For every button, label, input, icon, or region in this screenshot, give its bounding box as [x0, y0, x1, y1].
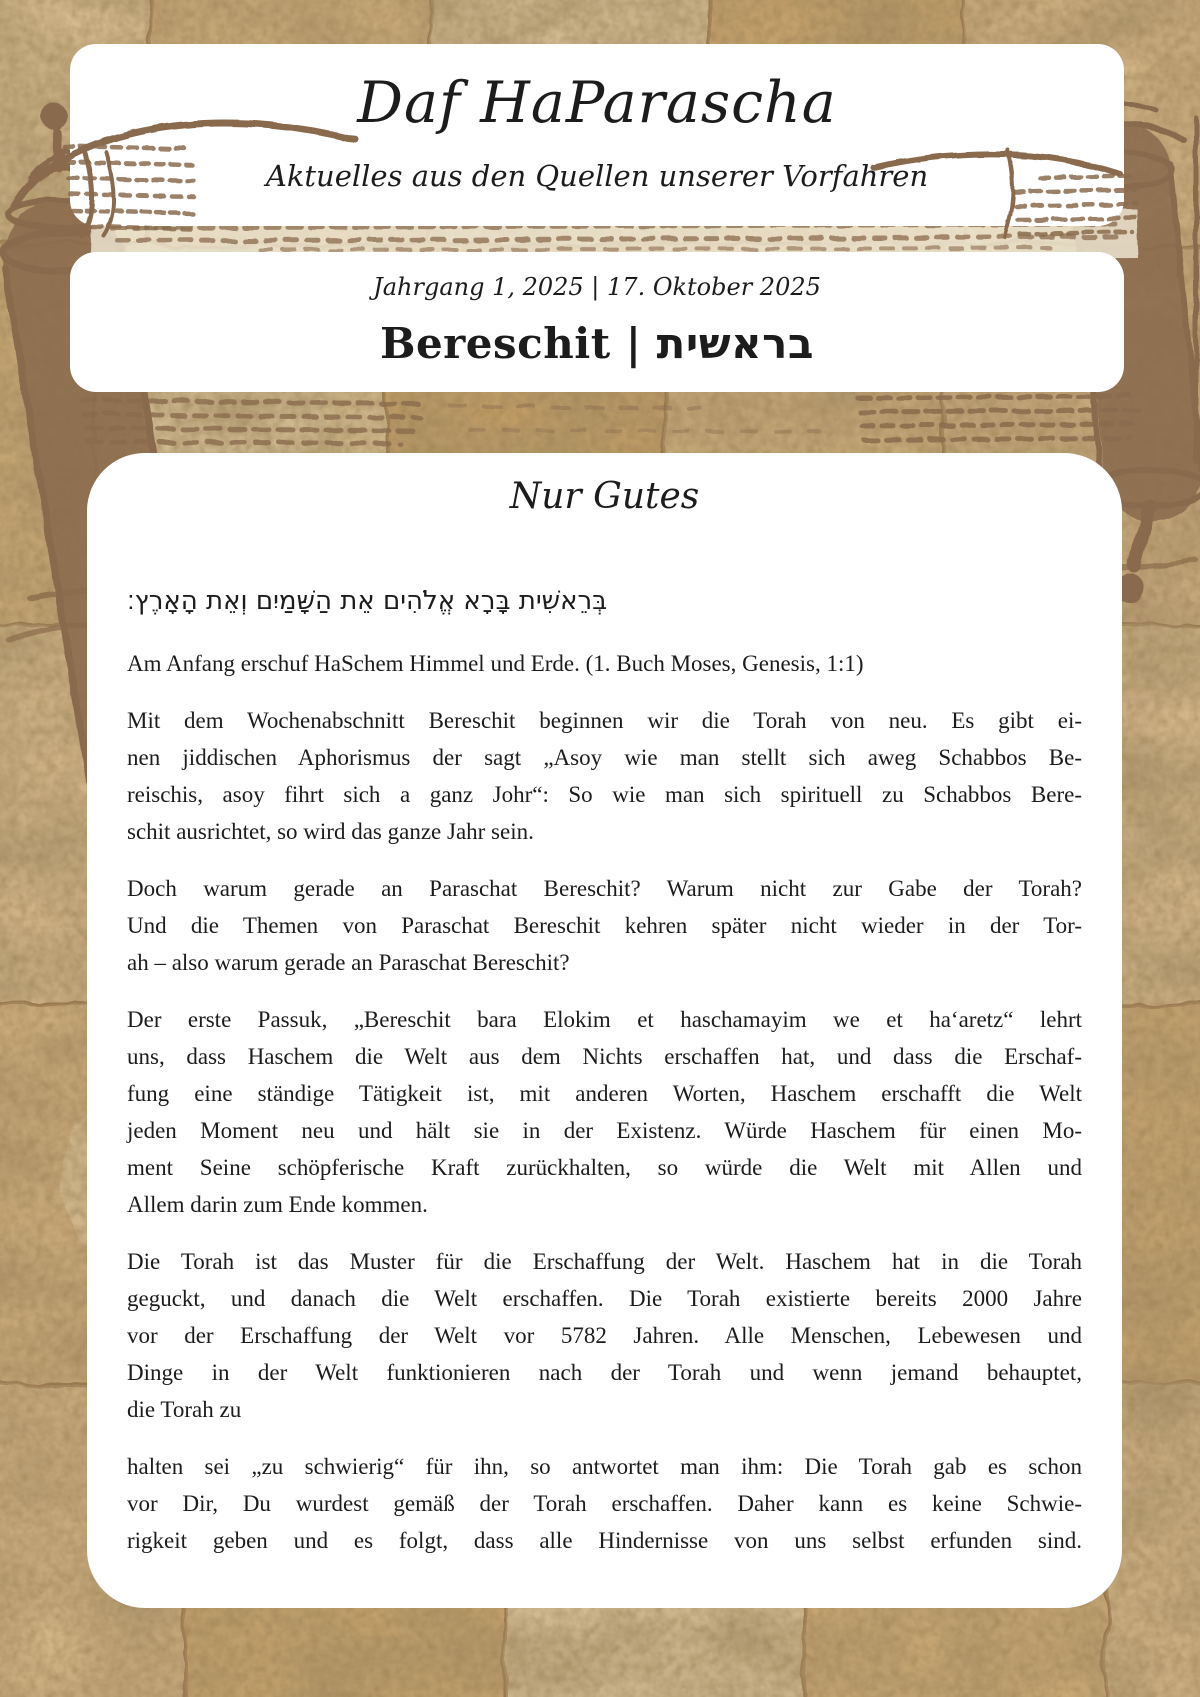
paragraph: [127, 1448, 1082, 1559]
verse-translation: Am Anfang erschuf HaSchem Himmel und Erde. (1. Buch Moses, Genesis, 1:1): [127, 651, 864, 676]
text-line: halten sei „zu schwierig“ für ihn, so antwortet man ihm: Die Torah gab es schon: [127, 1454, 1082, 1479]
newsletter-title: Daf HaParascha: [357, 70, 837, 136]
text-line: nen jiddischen Aphorismus der sagt „Asoy wie man stellt sich aweg Schabbos Be-: [127, 745, 1082, 770]
text-line: geguckt, und danach die Welt erschaffen. Die Torah existierte bereits 2000 Jahre: [127, 1286, 1082, 1311]
text-line: Und die Themen von Paraschat Bereschit kehren später nicht wieder in der Tor-: [127, 913, 1082, 938]
text-line: reischis, asoy fihrt sich a ganz Johr“: So wie man sich spirituell zu Schabbos Bere-: [127, 782, 1082, 807]
text-line: fung eine ständige Tätigkeit ist, mit anderen Worten, Haschem erschafft die Welt: [127, 1081, 1082, 1106]
text-line: Allem darin zum Ende kommen.: [127, 1192, 428, 1217]
paragraph: [127, 870, 1082, 981]
text-line: Die Torah ist das Muster für die Erschaffung der Welt. Haschem hat in die Torah: [127, 1249, 1082, 1274]
text-line: vor Dir, Du wurdest gemäß der Torah erschaffen. Daher kann es keine Schwie-: [127, 1491, 1082, 1516]
text-line: ah – also warum gerade an Paraschat Bereschit?: [127, 950, 570, 975]
parascha-title: Bereschit | בראשית: [379, 319, 815, 368]
paragraph: [127, 1243, 1082, 1428]
text-line: Dinge in der Welt funktionieren nach der Torah und wenn jemand behauptet,: [127, 1360, 1082, 1385]
article-card: [87, 453, 1122, 1608]
issue-card: [70, 252, 1124, 392]
text-line: Mit dem Wochenabschnitt Bereschit beginnen wir die Torah von neu. Es gibt ei-: [127, 708, 1082, 733]
text-line: schit ausrichtet, so wird das ganze Jahr sein.: [127, 819, 534, 844]
text-line: rigkeit geben und es folgt, dass alle Hindernisse von uns selbst erfunden sind.: [127, 1528, 1082, 1553]
text-line: vor der Erschaffung der Welt vor 5782 Jahren. Alle Menschen, Lebewesen und: [127, 1323, 1082, 1348]
text-line: jeden Moment neu und hält sie in der Existenz. Würde Haschem für einen Mo-: [127, 1118, 1082, 1143]
text-line: Doch warum gerade an Paraschat Bereschit? Warum nicht zur Gabe der Torah?: [127, 876, 1082, 901]
text-line: Der erste Passuk, „Bereschit bara Elokim et haschamayim we et ha‘aretz“ lehrt: [127, 1007, 1082, 1032]
newsletter-subtitle: Aktuelles aus den Quellen unserer Vorfahren: [265, 159, 929, 193]
article-heading: Nur Gutes: [509, 476, 700, 517]
text-line: uns, dass Haschem die Welt aus dem Nichts erschaffen hat, und dass die Erschaf-: [127, 1044, 1082, 1069]
text-line: ment Seine schöpferische Kraft zurückhalten, so würde die Welt mit Allen und: [127, 1155, 1082, 1180]
paragraph: [127, 702, 1082, 850]
issue-dateline: Jahrgang 1, 2025 | 17. Oktober 2025: [373, 273, 821, 301]
text-line: die Torah zu: [127, 1397, 242, 1422]
hebrew-verse: בְּרֵאשִׁית בָּרָא אֱלֹהִים אֵת הַשָּׁמַיִם וְאֵת הָאָרֶץ׃: [127, 586, 608, 616]
paragraph: [127, 1001, 1082, 1223]
article-paragraphs: [127, 702, 1082, 1559]
